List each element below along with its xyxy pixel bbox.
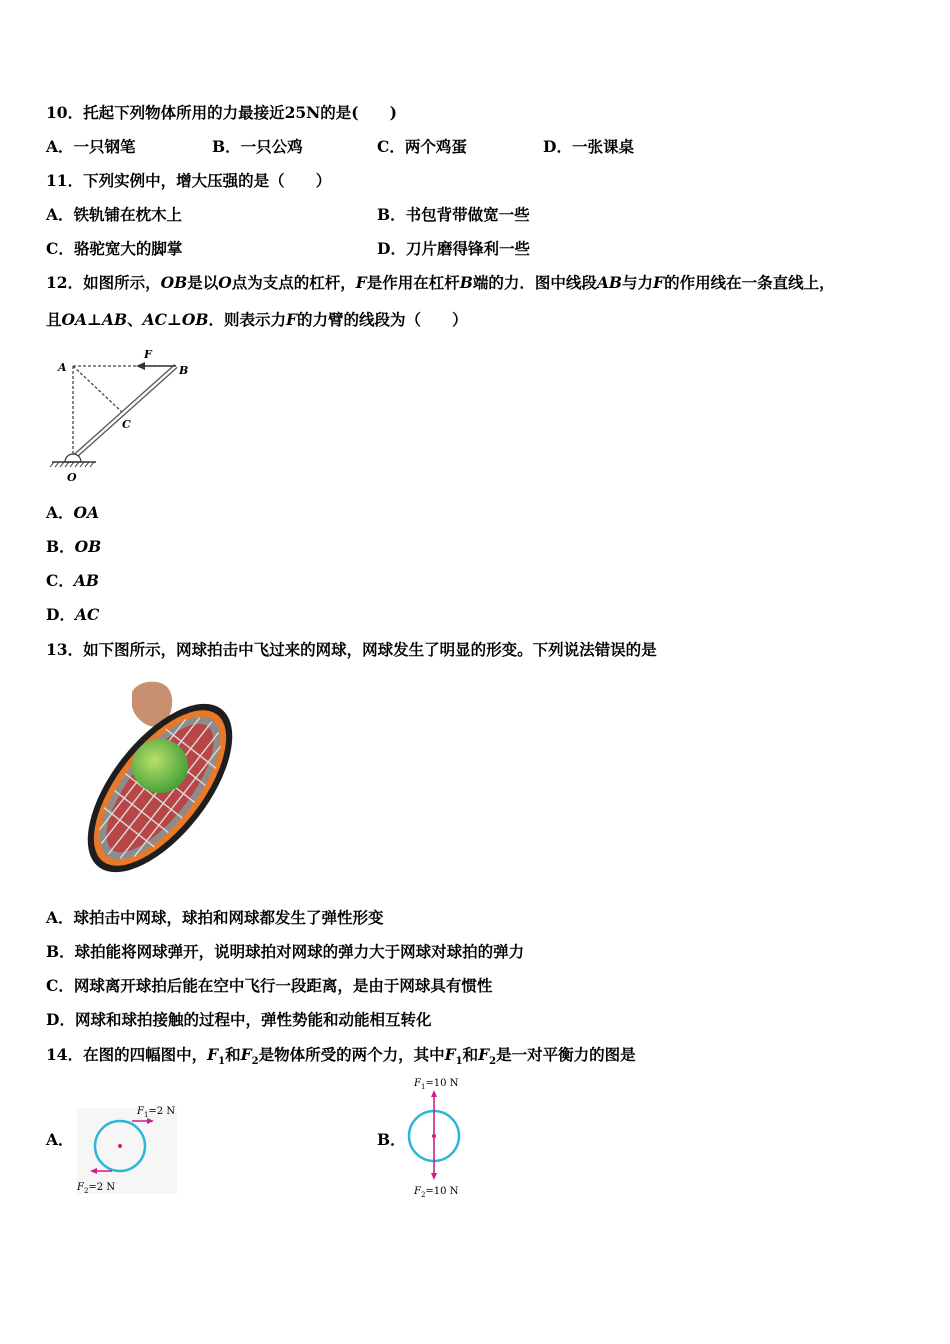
- center-dot: [118, 1144, 122, 1148]
- q11-stem: 11．下列实例中，增大压强的是（ ）: [46, 171, 332, 190]
- option-text: 一只钢笔: [73, 137, 136, 156]
- q14-option-a-label[interactable]: A．: [46, 1130, 74, 1149]
- option-label: C．: [46, 239, 74, 258]
- f1-label: $F_1=2$ N: [137, 1106, 176, 1119]
- q12-option-c[interactable]: C．AB: [46, 571, 99, 590]
- option-text: 刀片磨得锋利一些: [405, 239, 530, 258]
- q11-option-d[interactable]: [377, 239, 530, 259]
- tennis-racket-photo: [60, 678, 265, 893]
- option-text: 两个鸡蛋: [404, 137, 467, 156]
- q12-stem-line2: 且OA⊥AB、AC⊥OB．则表示力F的力臂的线段为（ ）: [46, 310, 468, 329]
- option-label: C．: [377, 137, 405, 156]
- label-c: C: [122, 418, 131, 431]
- label-a: A: [58, 361, 67, 374]
- arrow-head-icon: [136, 362, 145, 370]
- q12-option-b[interactable]: B．OB: [46, 537, 102, 556]
- q12-option-a[interactable]: A．OA: [46, 503, 100, 522]
- tennis-ball-icon: [132, 739, 188, 793]
- option-text: 骆驼宽大的脚掌: [73, 239, 183, 258]
- q10-option-d[interactable]: [543, 137, 634, 157]
- label-b: B: [179, 364, 189, 377]
- arrow-head-icon: [431, 1090, 437, 1097]
- option-label: B．: [377, 205, 406, 224]
- option-text: 一只公鸡: [240, 137, 303, 156]
- arrow-head-icon: [431, 1173, 437, 1180]
- q11-option-c[interactable]: [46, 239, 182, 259]
- lever-diagram: [48, 345, 208, 485]
- q14-option-b-figure[interactable]: [400, 1072, 480, 1200]
- q10-option-a[interactable]: [46, 137, 136, 157]
- label-o: O: [67, 471, 77, 484]
- f2-label: $F_2=10$ N: [414, 1186, 459, 1199]
- option-label: A．: [46, 205, 74, 224]
- q13-option-c[interactable]: C．网球离开球拍后能在空中飞行一段距离，是由于网球具有惯性: [46, 976, 493, 995]
- q12-stem-line1: 12．如图所示，OB是以O点为支点的杠杆，F是作用在杠杆B端的力．图中线段AB与力F的作用线在一条直线上，: [46, 273, 835, 292]
- option-text: 一张课桌: [571, 137, 634, 156]
- option-label: A．: [46, 137, 74, 156]
- q10-option-b[interactable]: [212, 137, 303, 157]
- option-text: 铁轨铺在枕木上: [73, 205, 183, 224]
- q13-stem: 13．如下图所示，网球拍击中飞过来的网球，网球发生了明显的形变。下列说法错误的是: [46, 640, 657, 659]
- q11-option-b[interactable]: [377, 205, 530, 225]
- q11-option-a[interactable]: [46, 205, 182, 225]
- q13-option-a[interactable]: A．球拍击中网球，球拍和网球都发生了弹性形变: [46, 908, 384, 927]
- q14-option-a-figure[interactable]: [72, 1100, 192, 1198]
- segment-ac: [73, 366, 123, 413]
- q10-stem: 10．托起下列物体所用的力最接近25N的是( ): [46, 103, 397, 122]
- f1-label: $F_1=10$ N: [414, 1078, 459, 1091]
- label-f: F: [144, 348, 152, 361]
- q13-option-b[interactable]: B．球拍能将网球弹开，说明球拍对网球的弹力大于网球对球拍的弹力: [46, 942, 525, 961]
- option-label: B．: [212, 137, 241, 156]
- q14-stem: 14．在图的四幅图中，$F_1$和$F_2$是物体所受的两个力，其中$F_1$和$F_2$是一对平衡力的图是: [46, 1045, 636, 1068]
- q12-option-d[interactable]: D．AC: [46, 605, 100, 624]
- q14-option-b-label[interactable]: B．: [377, 1130, 406, 1149]
- f2-label: $F_2=2$ N: [77, 1182, 116, 1195]
- q10-option-c[interactable]: [377, 137, 467, 157]
- option-label: D．: [377, 239, 406, 258]
- option-text: 书包背带做宽一些: [405, 205, 530, 224]
- option-label: D．: [543, 137, 572, 156]
- q13-option-d[interactable]: D．网球和球拍接触的过程中，弹性势能和动能相互转化: [46, 1010, 432, 1029]
